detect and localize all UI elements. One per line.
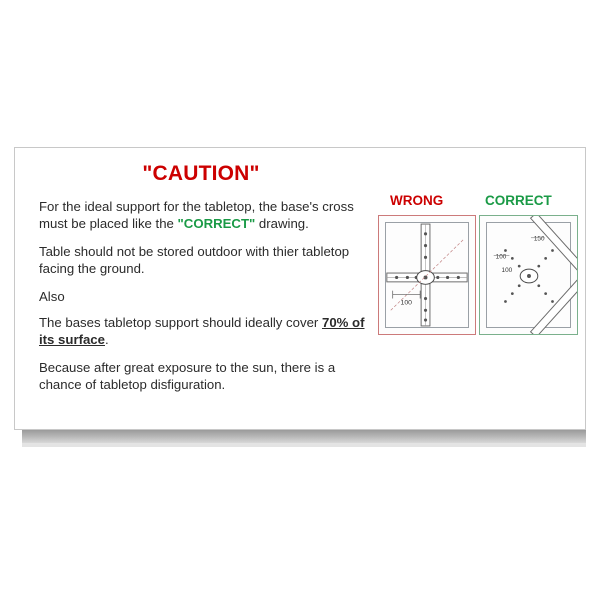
correct-dimension-150: 150	[533, 235, 545, 243]
correct-keyword: "CORRECT"	[177, 216, 256, 231]
paragraph-1-post: drawing.	[255, 216, 309, 231]
paragraph-ideal-support	[26, 198, 376, 232]
paragraph-sun-exposure: Because after great exposure to the sun, there is a chance of tabletop disfiguration.	[39, 360, 336, 392]
wrong-diagram-box	[378, 215, 476, 335]
base-cross-diagram	[378, 193, 578, 373]
card-shadow	[22, 430, 586, 443]
paragraph-4-pre: The bases tabletop support should ideally cover	[39, 315, 322, 330]
paragraph-surface-coverage	[26, 314, 376, 348]
paragraph-storage: Table should not be stored outdoor with thier tabletop facing the ground.	[39, 244, 350, 276]
paragraph-also: Also	[39, 289, 65, 304]
card-shadow-soft	[22, 443, 586, 447]
wrong-dimension-text: 100	[400, 299, 412, 307]
correct-label: CORRECT	[485, 193, 552, 208]
correct-cross-drawing	[480, 216, 577, 334]
wrong-label: WRONG	[390, 193, 444, 208]
surface-emphasis: 70% of its surface	[39, 315, 365, 347]
caution-text-column	[26, 158, 376, 404]
wrong-cross-drawing	[379, 216, 475, 334]
page-title: "CAUTION"	[142, 162, 260, 185]
paragraph-1-pre: For the ideal support for the tabletop, the base's cross must be placed like the	[39, 199, 354, 231]
caution-card	[14, 147, 586, 430]
correct-dimension-100-a: 100	[495, 253, 507, 261]
paragraph-4-post: .	[104, 332, 109, 347]
correct-diagram-box	[479, 215, 578, 335]
correct-dimension-100-b: 100	[501, 267, 513, 275]
